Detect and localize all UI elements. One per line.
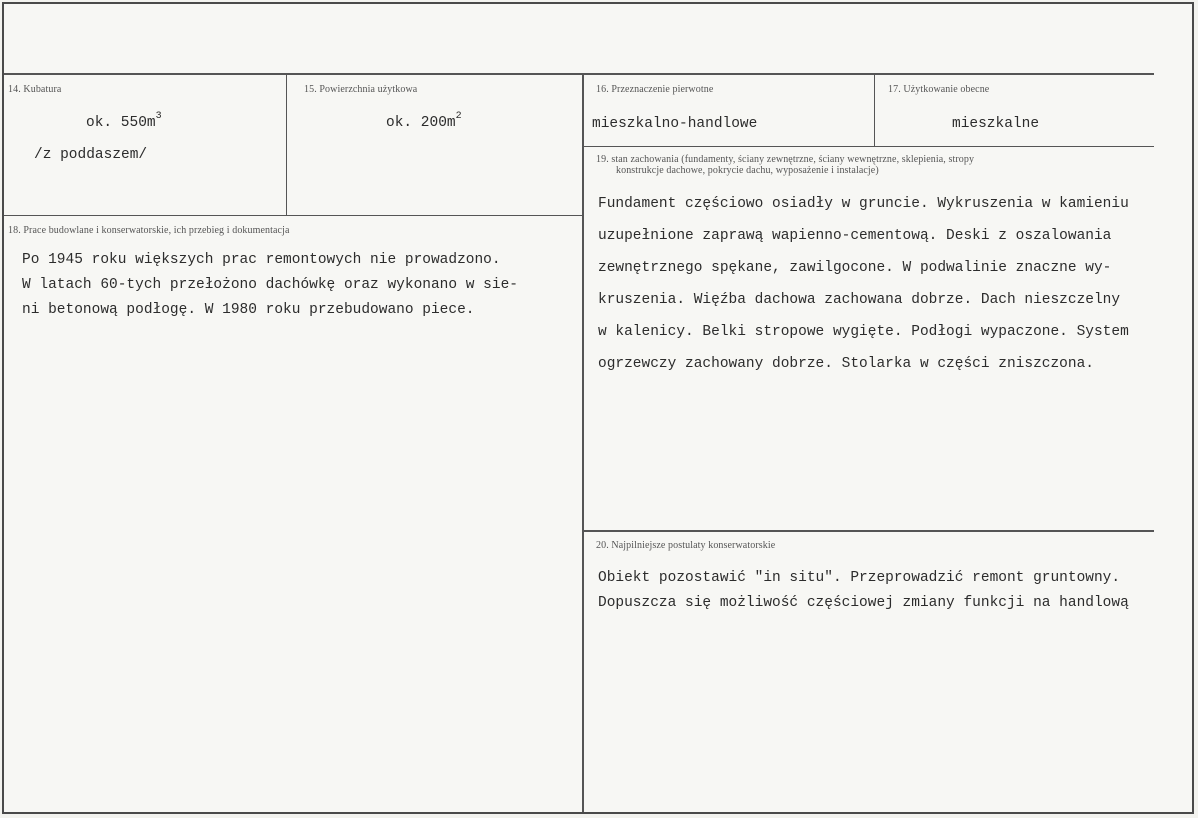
- field-17-value: mieszkalne: [952, 116, 1040, 132]
- field-19-line: zewnętrznego spękane, zawilgocone. W podwalinie znaczne wy-: [598, 260, 1112, 276]
- field-18-text: [22, 248, 518, 323]
- field-19-line: kruszenia. Więźba dachowa zachowana dobrze. Dach nieszczelny: [598, 292, 1121, 308]
- field-15-label: 15. Powierzchnia użytkowa: [304, 84, 418, 95]
- field-15-value-exponent: 2: [455, 111, 462, 122]
- field-14-label: 14. Kubatura: [8, 84, 62, 95]
- field-14-value: [86, 111, 162, 131]
- field-19-text: [598, 188, 1192, 380]
- field-18-label: 18. Prace budowlane i konserwatorskie, ich przebieg i dokumentacja: [8, 225, 290, 236]
- rule-under-16-17: [584, 146, 1154, 147]
- field-14-value-exponent: 3: [155, 111, 162, 122]
- field-14-note: /z poddaszem/: [34, 147, 148, 163]
- field-20-line: Obiekt pozostawić "in situ". Przeprowadzić remont gruntowny.: [598, 570, 1121, 586]
- rule-under-19: [584, 530, 1154, 532]
- divider-16-17: [874, 75, 875, 147]
- field-19-line: w kalenicy. Belki stropowe wygięte. Podłogi wypaczone. System: [598, 324, 1129, 340]
- field-16-value: mieszkalno-handlowe: [592, 116, 758, 132]
- field-19-label-line: konstrukcje dachowe, pokrycie dachu, wyposażenie i instalacje): [616, 165, 879, 176]
- field-19-line: Fundament częściowo osiadły w gruncie. Wykruszenia w kamieniu: [598, 196, 1129, 212]
- field-19-label-line: 19. stan zachowania (fundamenty, ściany zewnętrzne, ściany wewnętrzne, sklepienia, stropy: [596, 154, 975, 165]
- field-19-label: [596, 154, 974, 176]
- divider-14-15: [286, 75, 287, 216]
- field-17-label: 17. Użytkowanie obecne: [888, 84, 990, 95]
- center-divider: [582, 75, 584, 812]
- field-19-line: ogrzewczy zachowany dobrze. Stolarka w części zniszczona.: [598, 356, 1094, 372]
- field-18-line: ni betonową podłogę. W 1980 roku przebudowano piece.: [22, 302, 475, 318]
- field-18-line: W latach 60-tych przełożono dachówkę oraz wykonano w sie-: [22, 277, 518, 293]
- field-14-value-text: ok. 550m: [86, 115, 156, 131]
- field-15-value-text: ok. 200m: [386, 115, 456, 131]
- top-rule: [4, 73, 1154, 75]
- field-15-value: [386, 111, 462, 131]
- field-20-label: 20. Najpilniejsze postulaty konserwatorskie: [596, 540, 776, 551]
- rule-under-14-15: [4, 215, 582, 216]
- field-20-text: [598, 566, 1192, 616]
- field-16-label: 16. Przeznaczenie pierwotne: [596, 84, 714, 95]
- field-20-line: Dopuszcza się możliwość częściowej zmiany funkcji na handlową: [598, 595, 1129, 611]
- field-19-line: uzupełnione zaprawą wapienno-cementową. Deski z oszalowania: [598, 228, 1112, 244]
- field-18-line: Po 1945 roku większych prac remontowych nie prowadzono.: [22, 252, 501, 268]
